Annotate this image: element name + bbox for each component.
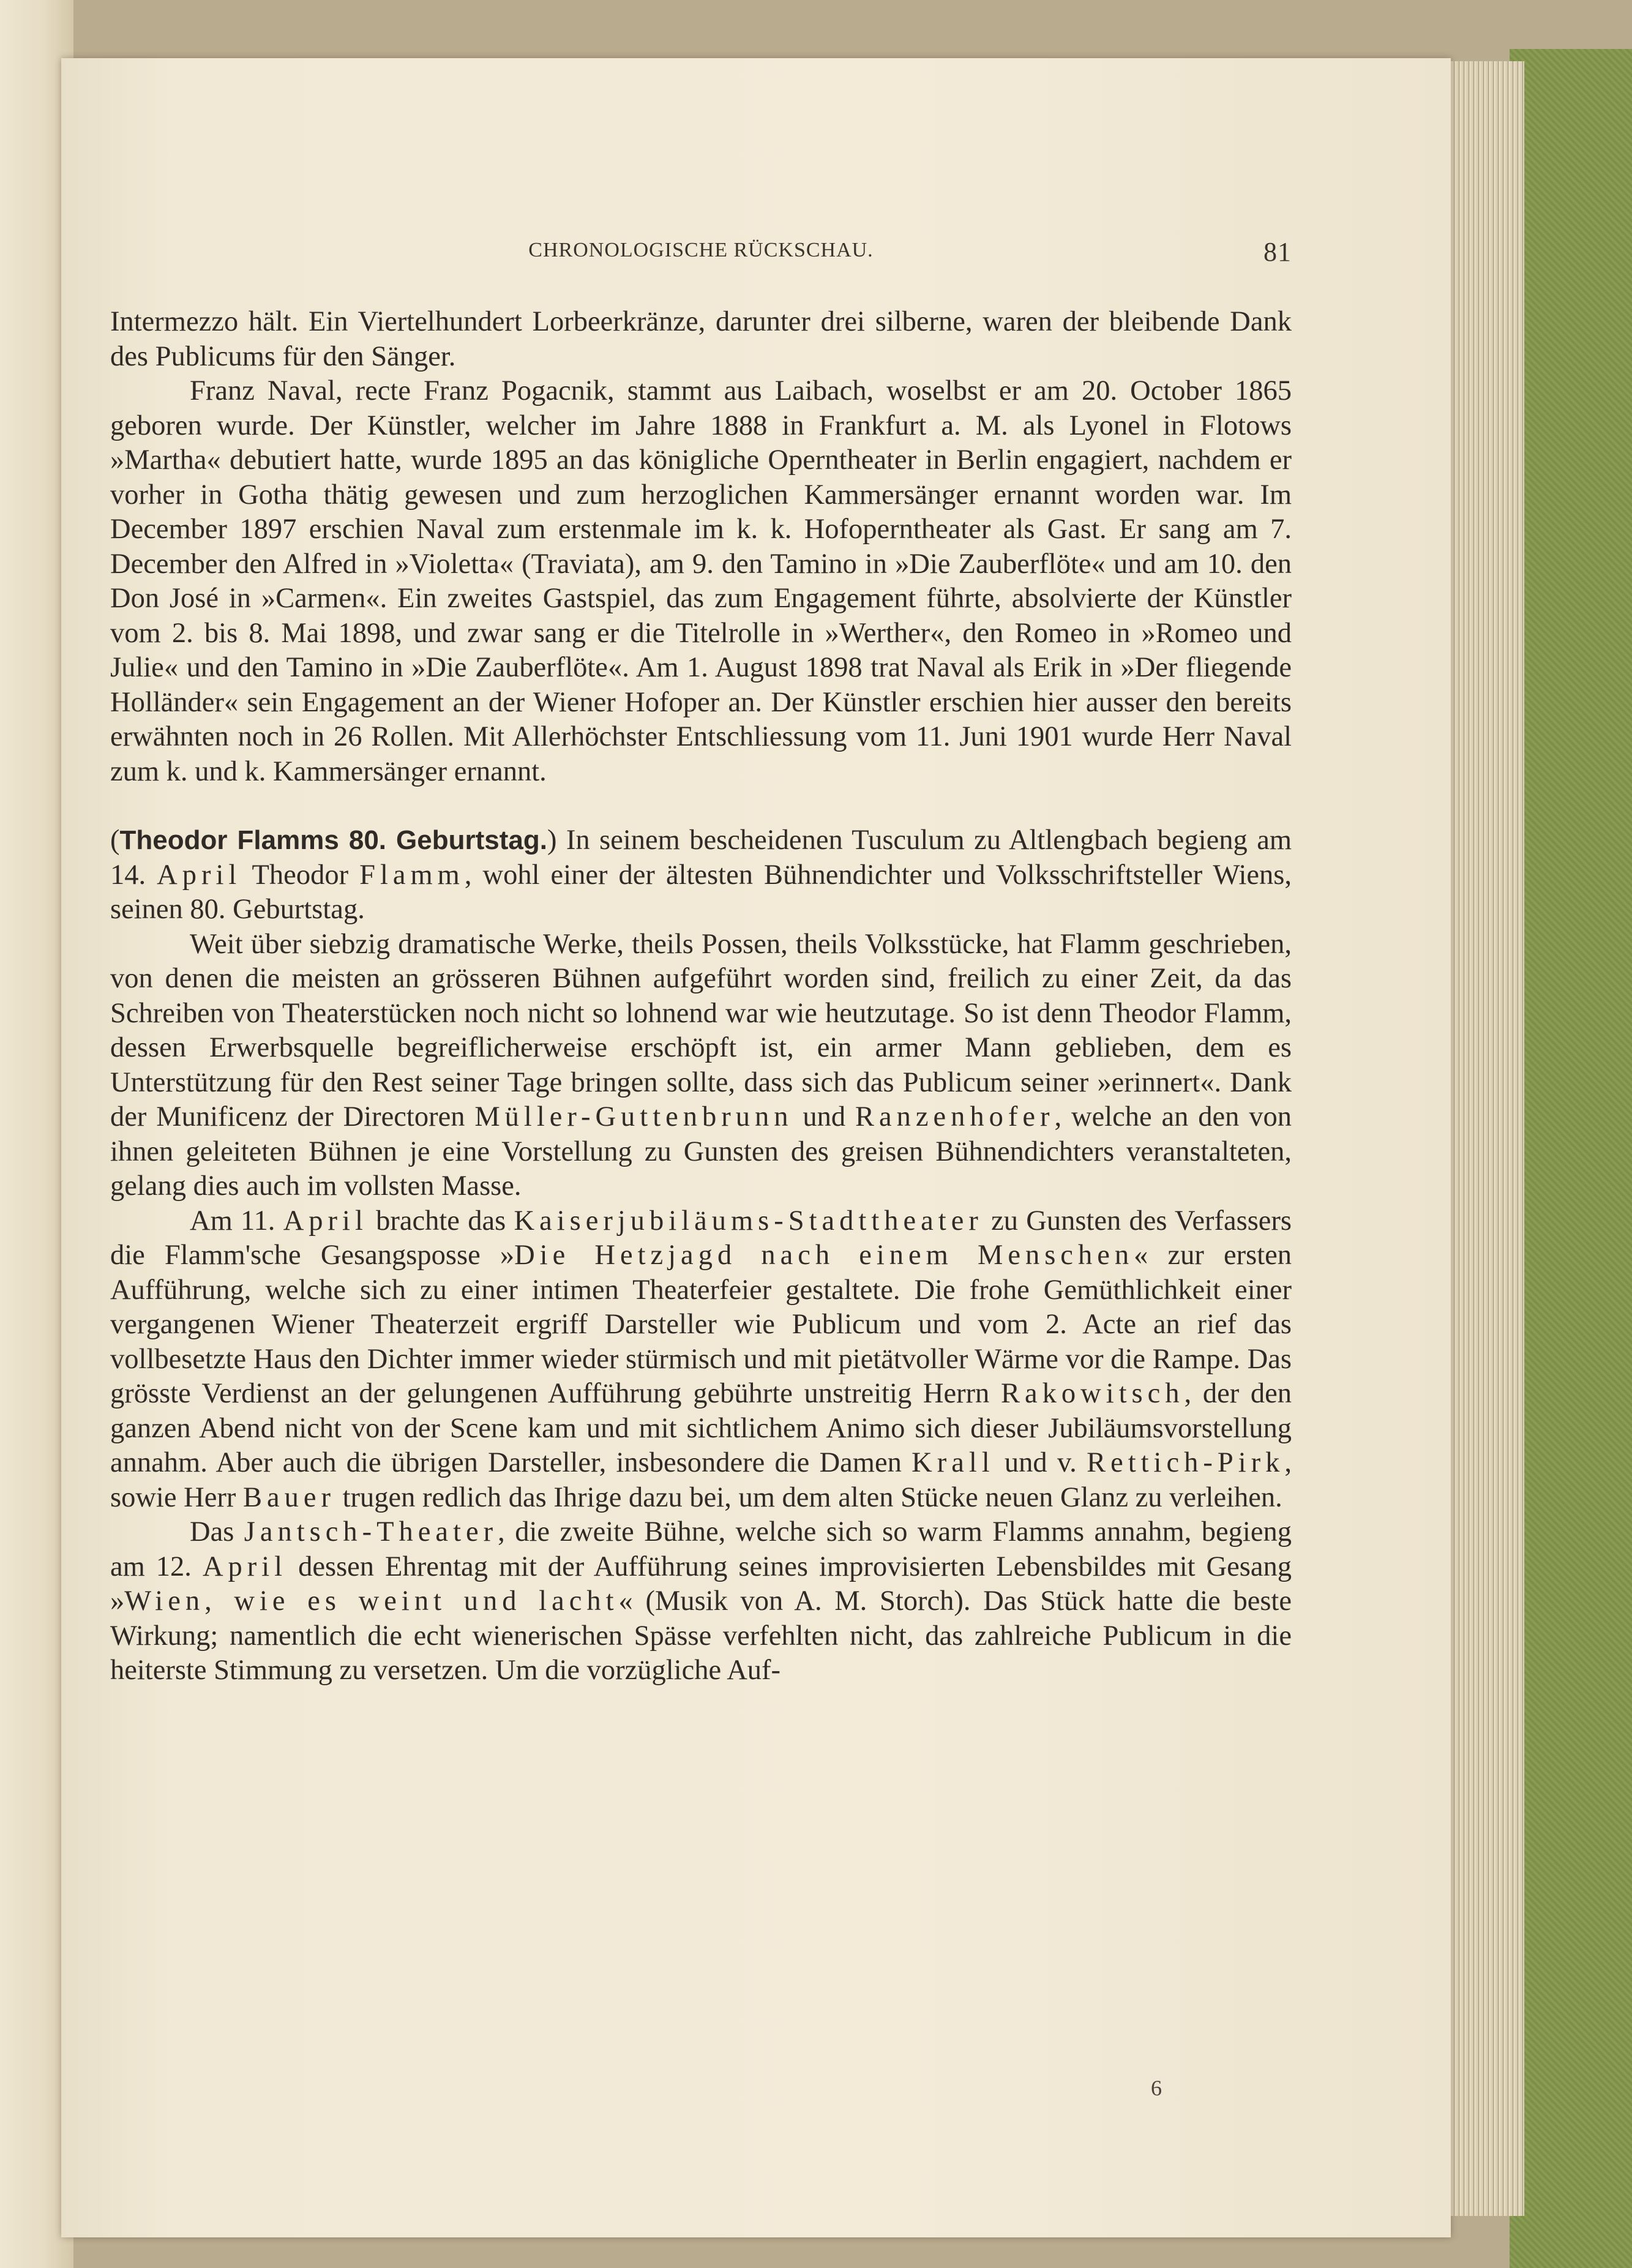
spaced-rettich-pirk: Rettich-Pirk — [1087, 1447, 1285, 1478]
paragraph-6-text-g: « (Musik von A. M. Storch). Das Stück hatte die beste Wirkung; namentlich die echt wienerischen Spässe verfehlten nicht, das zahlreiche Publicum in die heiterste Stimmung zu versetzen. Um die vorzügliche Auf- — [110, 1585, 1292, 1686]
section-head-open: ( — [110, 825, 120, 856]
spaced-april-2: April — [283, 1205, 368, 1237]
book-cover — [1510, 49, 1632, 2268]
page-header — [110, 239, 1292, 269]
paragraph-5 — [110, 1204, 1292, 1516]
paragraph-4-text-e: , welche an den von ihnen geleiteten Bühnen je eine Vorstellung zu Gunsten des greisen Bühnendichters veranstalteten, gelang dies auch im vollsten Masse. — [110, 1101, 1292, 1202]
spaced-april: April — [157, 859, 242, 891]
spaced-april-3: April — [202, 1551, 288, 1582]
paragraph-3 — [110, 823, 1292, 927]
paragraph-5-text-a: Am 11. — [190, 1205, 283, 1237]
paragraph-6-text-e: dessen Ehrentag mit der Aufführung seines improvisierten Lebensbildes mit Gesang » — [110, 1551, 1292, 1617]
section-heading: Theodor Flamms 80. Geburtstag. — [119, 825, 547, 855]
paragraph-3-text-a: In seinem bescheidenen Tusculum zu Altlengbach begieng am 14. — [110, 825, 1292, 891]
spaced-ranzenhofer: Ranzenhofer — [855, 1101, 1055, 1132]
paragraph-1: Intermezzo hält. Ein Viertelhundert Lorbeerkränze, darunter drei silberne, waren der bleibende Dank des Publicums für den Sänger. — [110, 306, 1292, 372]
paragraph-5-text-m: , sowie Herr — [110, 1447, 1292, 1513]
running-head: CHRONOLOGISCHE RÜCKSCHAU. — [528, 239, 874, 261]
paragraph-6-text-a: Das — [190, 1516, 244, 1548]
spaced-jantsch-theater: Jantsch-Theater — [244, 1516, 498, 1548]
paragraph-4-text-a: Weit über siebzig dramatische Werke, theils Possen, theils Volksstücke, hat Flamm geschrieben, von denen die meisten an grösseren Bühnen aufgeführt worden sind, freilich zu einer Zeit, da das Schreiben von Theaterstücken noch nicht so lohnend war wie heutzutage. So ist denn Theodor Flamm, dessen Erwerbsquelle begreiflicherweise erschöpft ist, ein armer Mann geblieben, dem es Unterstützung für den Rest seiner Tage bringen sollte, dass sich das Publicum seiner »erinnert«. Dank der Munificenz der Directoren — [110, 928, 1292, 1132]
spaced-krall: Krall — [911, 1447, 995, 1478]
paragraph-5-text-o: trugen redlich das Ihrige dazu bei, um dem alten Stücke neuen Glanz zu verleihen. — [335, 1481, 1282, 1513]
paragraph-5-text-e: zu Gunsten des Verfassers die Flamm'sche Gesangsposse » — [110, 1205, 1292, 1271]
section-head-close: ) — [547, 825, 557, 856]
paragraph-3-text-c: Theodor — [241, 859, 360, 891]
spaced-bauer: Bauer — [242, 1481, 335, 1513]
paragraph-5-text-k: und v. — [994, 1447, 1087, 1478]
section-gap — [110, 789, 1292, 823]
spaced-hetzjagd: Die Hetzjagd nach einem Menschen — [514, 1240, 1134, 1271]
paragraph-4-text-c: und — [793, 1101, 855, 1132]
spaced-flamm: Flamm — [359, 859, 465, 891]
paragraph-3-text-e: , wohl einer der ältesten Bühnendichter und Volksschriftsteller Wiens, seinen 80. Geburtstag. — [110, 859, 1292, 925]
spaced-rakowitsch: Rakowitsch — [1000, 1378, 1185, 1409]
spaced-wien-weint-lacht: Wien, wie es weint und lacht — [124, 1585, 619, 1617]
paragraph-5-text-i: , der den ganzen Abend nicht von der Scene kam und mit sichtlichem Animo sich dieser Jubiläumsvorstellung annahm. Aber auch die übrigen Darsteller, insbesondere die Damen — [110, 1378, 1292, 1478]
page-number: 81 — [1263, 237, 1292, 267]
paragraph-6 — [110, 1515, 1292, 1688]
paragraph-5-text-c: brachte das — [367, 1205, 514, 1237]
paragraph-6-text-c: , die zweite Bühne, welche sich so warm Flamms annahm, begieng am 12. — [110, 1516, 1292, 1582]
paragraph-4 — [110, 927, 1292, 1204]
body-text — [110, 305, 1292, 1688]
spaced-stadttheater: Kaiserjubiläums-Stadttheater — [514, 1205, 983, 1237]
spaced-mueller-guttenbrunn: Müller-Guttenbrunn — [474, 1101, 793, 1132]
paragraph-5-text-g: « zur ersten Aufführung, welche sich zu einer intimen Theaterfeier gestaltete. Die frohe Gemüthlichkeit einer vergangenen Wiener Theaterzeit ergriff Darsteller wie Publicum und vom 2. Acte an rief das vollbesetzte Haus den Dichter immer wieder stürmisch und mit pietätvoller Wärme vor die Rampe. Das grösste Verdienst an der gelungenen Aufführung gebührte unstreitig Herrn — [110, 1240, 1292, 1409]
paragraph-2: Franz Naval, recte Franz Pogacnik, stammt aus Laibach, woselbst er am 20. October 1865 geboren wurde. Der Künstler, welcher im Jahre 1888 in Frankfurt a. M. als Lyonel in Flotows »Martha« debutiert hatte, wurde 1895 an das königliche Operntheater in Berlin engagiert, nachdem er vorher in Gotha thätig gewesen und zum herzoglichen Kammersänger ernannt worden war. Im December 1897 erschien Naval zum erstenmale im k. k. Hofoperntheater als Gast. Er sang am 7. December den Alfred in »Violetta« (Traviata), am 9. den Tamino in »Die Zauberflöte« und am 10. den Don José in »Carmen«. Ein zweites Gastspiel, das zum Engagement führte, absolvierte der Künstler vom 2. bis 8. Mai 1898, und zwar sang er die Titelrolle in »Werther«, den Romeo in »Romeo und Julie« und den Tamino in »Die Zauberflöte«. Am 1. August 1898 trat Naval als Erik in »Der fliegende Holländer« sein Engagement an der Wiener Hofoper an. Der Künstler erschien hier ausser den bereits erwähnten noch in 26 Rollen. Mit Allerhöchster Entschliessung vom 11. Juni 1901 wurde Herr Naval zum k. und k. Kammersänger ernannt. — [110, 375, 1292, 787]
signature-mark: 6 — [1151, 2076, 1162, 2100]
